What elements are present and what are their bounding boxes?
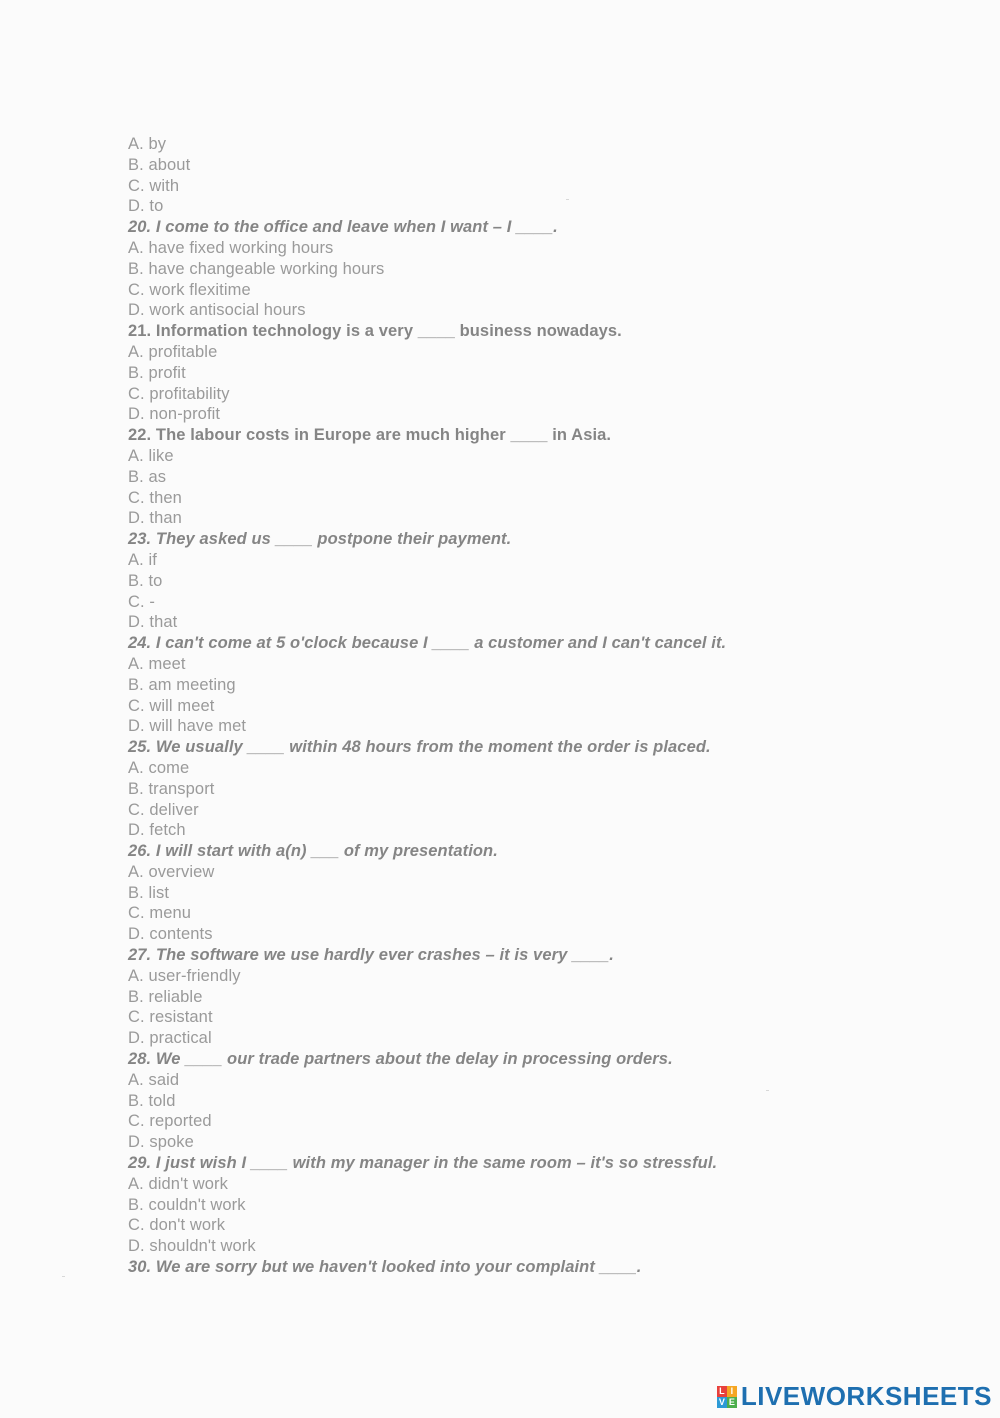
answer-option: D. non-profit <box>128 405 221 424</box>
answer-option: C. resistant <box>128 1008 213 1027</box>
answer-option: A. didn't work <box>128 1174 228 1193</box>
question-text: 28. We ____ our trade partners about the delay in processing orders. <box>128 1050 673 1069</box>
answer-option: D. will have met <box>128 717 247 736</box>
answer-option: D. spoke <box>128 1133 194 1152</box>
logo-mark-icon <box>717 1386 737 1408</box>
answer-option: A. if <box>128 550 157 569</box>
answer-option: A. user-friendly <box>128 966 241 985</box>
answer-option: A. come <box>128 758 190 777</box>
answer-option: D. shouldn't work <box>128 1237 256 1256</box>
logo-text: LIVEWORKSHEETS <box>740 1381 992 1411</box>
answer-option: C. profitability <box>128 384 230 403</box>
answer-option: D. contents <box>128 925 213 944</box>
answer-option: B. as <box>128 467 167 486</box>
logo-mark-letter: E <box>728 1396 735 1407</box>
answer-option: A. profitable <box>128 342 218 361</box>
question-text: 27. The software we use hardly ever crashes – it is very ____. <box>128 946 614 965</box>
answer-option: B. couldn't work <box>128 1195 246 1214</box>
answer-option: D. practical <box>128 1029 212 1048</box>
answer-option: B. have changeable working hours <box>128 259 385 278</box>
answer-option: C. reported <box>128 1112 212 1131</box>
answer-option: B. to <box>128 571 163 590</box>
worksheet-content <box>128 134 888 1278</box>
liveworksheets-logo <box>717 1381 992 1412</box>
logo-mark-letter: V <box>718 1396 725 1407</box>
answer-option: B. am meeting <box>128 675 236 694</box>
answer-option: C. menu <box>128 904 192 923</box>
answer-option: C. deliver <box>128 800 199 819</box>
answer-option: A. by <box>128 135 167 153</box>
answer-option: B. reliable <box>128 987 203 1006</box>
scan-speck <box>566 199 569 200</box>
answer-option: A. meet <box>128 654 186 673</box>
question-text: 30. We are sorry but we haven't looked into your complaint ____. <box>128 1258 642 1277</box>
answer-option: A. said <box>128 1070 180 1089</box>
answer-option: A. like <box>128 446 174 465</box>
question-text: 20. I come to the office and leave when I want – I ____. <box>128 218 558 237</box>
answer-option: D. fetch <box>128 821 186 840</box>
question-text: 26. I will start with a(n) ___ of my presentation. <box>128 842 498 861</box>
question-text: 22. The labour costs in Europe are much higher ____ in Asia. <box>128 426 612 445</box>
answer-option: C. with <box>128 176 180 195</box>
answer-option: A. overview <box>128 862 215 881</box>
scan-speck <box>766 1090 769 1091</box>
question-text: 21. Information technology is a very ____ business nowadays. <box>128 322 622 341</box>
answer-option: B. list <box>128 883 170 902</box>
answer-option: D. to <box>128 197 164 216</box>
logo-mark-letter: I <box>727 1386 737 1397</box>
answer-option: C. will meet <box>128 696 215 715</box>
answer-option: D. than <box>128 509 182 528</box>
question-text: 29. I just wish I ____ with my manager in the same room – it's so stressful. <box>128 1154 718 1173</box>
answer-option: B. told <box>128 1091 176 1110</box>
question-text: 23. They asked us ____ postpone their payment. <box>128 530 512 549</box>
answer-option: B. profit <box>128 363 186 382</box>
answer-option: C. then <box>128 488 182 507</box>
answer-option: C. don't work <box>128 1216 226 1235</box>
answer-option: D. work antisocial hours <box>128 301 306 320</box>
answer-option: B. transport <box>128 779 215 798</box>
answer-option: A. have fixed working hours <box>128 238 334 257</box>
scan-speck <box>62 1276 65 1277</box>
logo-mark-letter: L <box>717 1386 727 1397</box>
answer-option: C. - <box>128 592 155 611</box>
answer-option: C. work flexitime <box>128 280 251 299</box>
question-text: 24. I can't come at 5 o'clock because I ____ a customer and I can't cancel it. <box>128 634 727 653</box>
answer-option: B. about <box>128 155 191 174</box>
answer-option: D. that <box>128 613 178 632</box>
question-text: 25. We usually ____ within 48 hours from the moment the order is placed. <box>128 738 711 757</box>
